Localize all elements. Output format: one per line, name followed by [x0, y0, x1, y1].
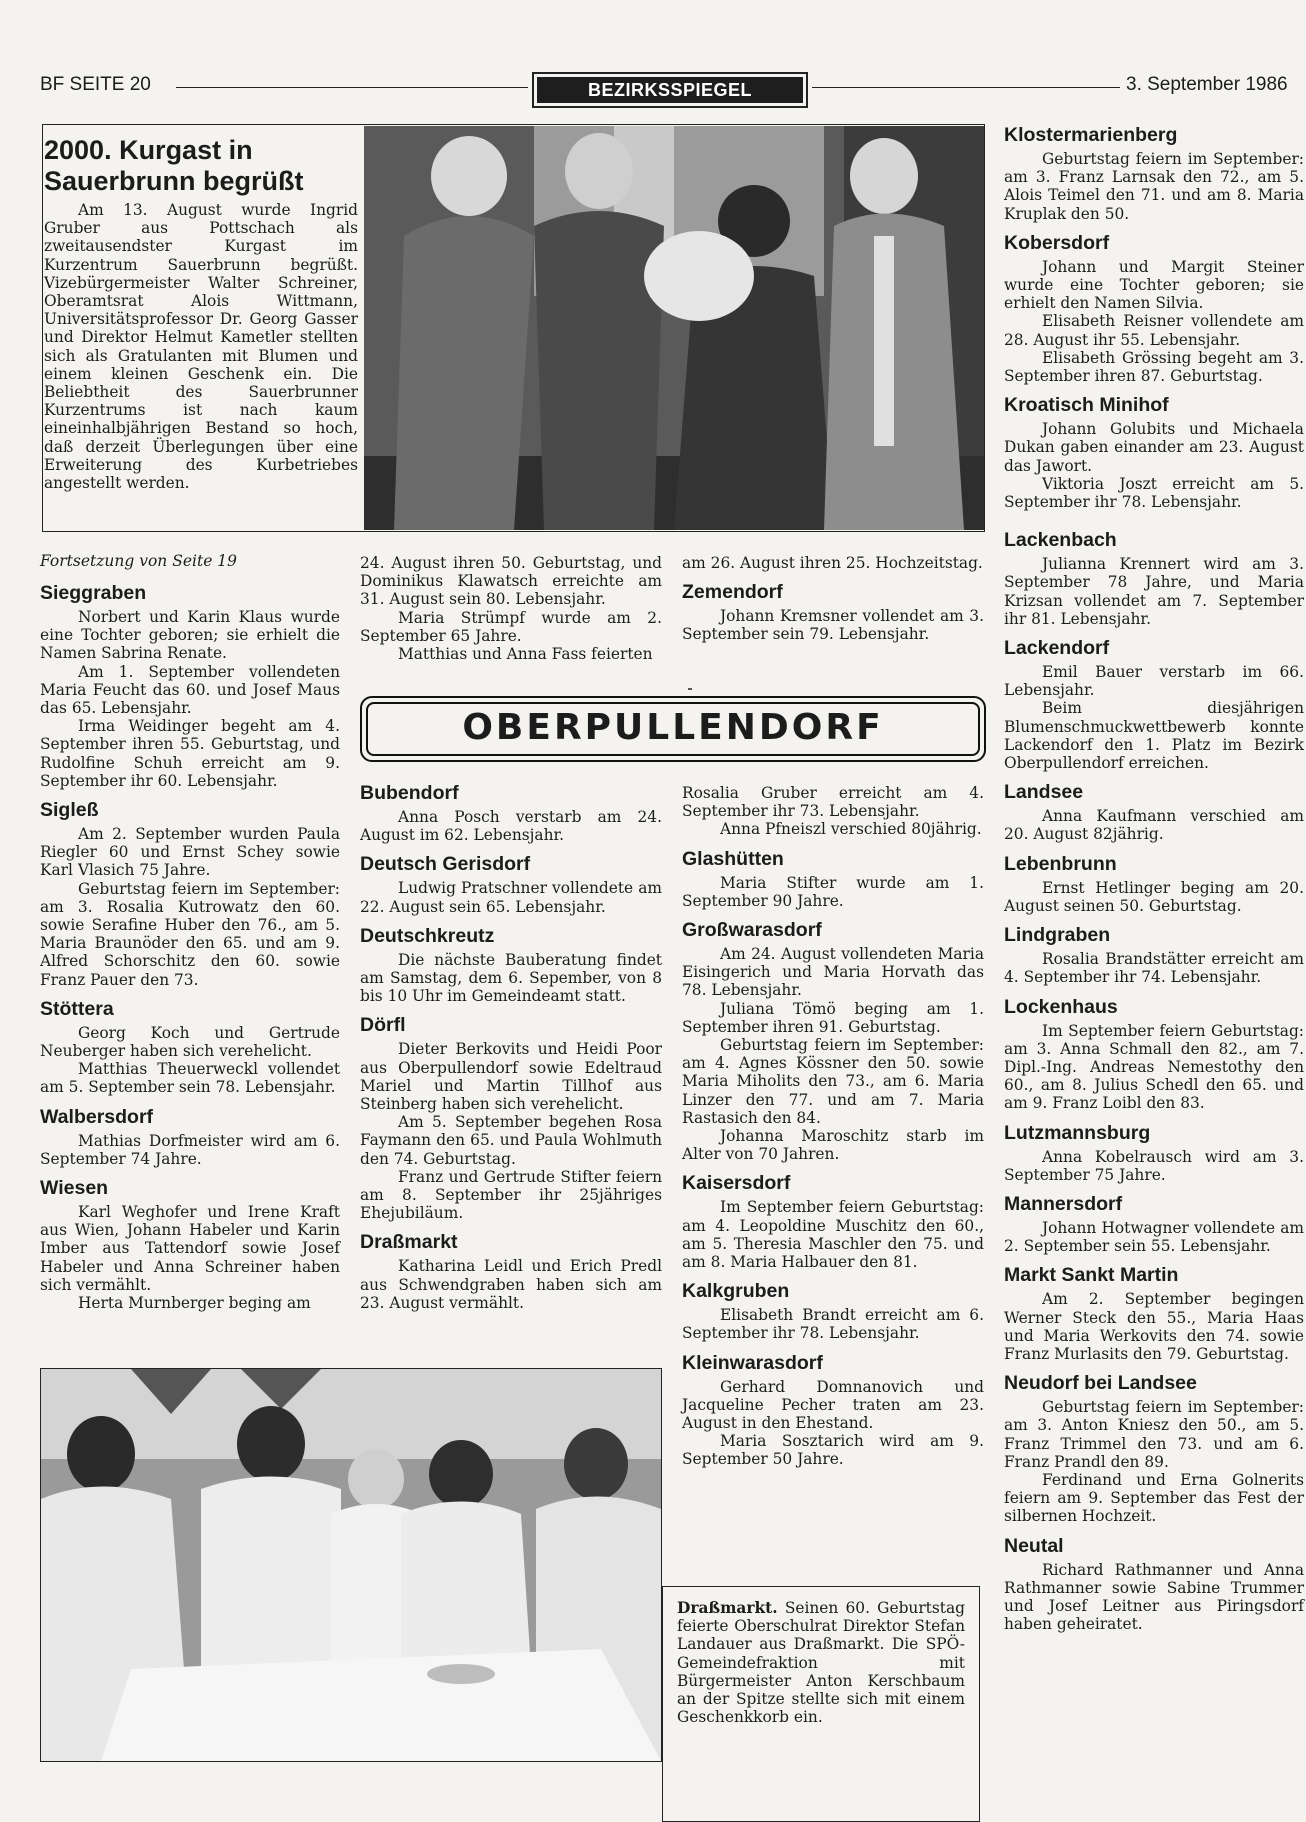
photo-kurgast [364, 126, 984, 530]
news-paragraph: Elisabeth Grössing begeht am 3. September ihren 87. Geburtstag. [1004, 348, 1304, 386]
news-paragraph: Julianna Krennert wird am 3. September 78 Jahre, und Maria Krizsan vollendet am 7. September ihr 81. Lebensjahr. [1004, 555, 1304, 628]
region-banner [360, 696, 986, 762]
news-paragraph: 24. August ihren 50. Geburtstag, und Dominikus Klawatsch erreichte am 31. August sein 80. Lebensjahr. [360, 554, 662, 609]
column-2 [360, 782, 662, 1312]
news-paragraph: Johanna Maroschitz starb im Alter von 70 Jahren. [682, 1127, 984, 1164]
place-heading: Lackendorf [1004, 637, 1110, 660]
section-label: BEZIRKSSPIEGEL [537, 77, 803, 103]
column-3-top [682, 554, 984, 644]
place-heading: Lockenhaus [1004, 995, 1118, 1018]
news-paragraph: Geburtstag feiern im September: am 4. Agnes Kössner den 50. sowie Maria Miholits den 73., am 6. Maria Linzer den 77. und am 7. Maria Rastasich den 84. [682, 1036, 984, 1127]
print-speck [688, 688, 692, 690]
photo-drassmarkt [40, 1368, 662, 1762]
caption-place: Draßmarkt. [677, 1599, 778, 1617]
news-paragraph: Anna Posch verstarb am 24. August im 62. Lebensjahr. [360, 808, 662, 845]
place-heading: Glashütten [682, 847, 784, 870]
continuation-note: Fortsetzung von Seite 19 [40, 552, 238, 570]
place-heading: Sieggraben [40, 582, 147, 604]
photo-kurgast-image [364, 126, 984, 530]
news-paragraph: Am 1. September vollendeten Maria Feucht das 60. und Josef Maus das 65. Lebensjahr. [40, 662, 340, 718]
news-paragraph: Mathias Dorfmeister wird am 6. September 74 Jahre. [40, 1131, 340, 1168]
news-paragraph: Matthias und Anna Fass feierten [398, 645, 653, 664]
news-paragraph: Johann Hotwagner vollendete am 2. September sein 55. Lebensjahr. [1004, 1218, 1304, 1256]
column-2-top [360, 554, 662, 663]
place-heading: Dörfl [360, 1014, 406, 1037]
news-paragraph: am 26. August ihren 25. Hochzeitstag. [682, 554, 983, 572]
place-heading: Kleinwarasdorf [682, 1351, 823, 1374]
place-heading: Lebenbrunn [1004, 852, 1117, 875]
news-paragraph: Viktoria Joszt erreicht am 5. September ihr 78. Lebensjahr. [1004, 474, 1304, 512]
news-paragraph: Herta Murnberger beging am [78, 1294, 311, 1313]
place-heading: Landsee [1004, 781, 1084, 804]
place-heading: Klostermarienberg [1004, 124, 1178, 146]
news-paragraph: Anna Kobelrausch wird am 3. September 75 Jahre. [1004, 1147, 1304, 1184]
news-paragraph: Juliana Tömö beging am 1. September ihren 91. Geburtstag. [682, 999, 984, 1036]
place-heading: Bubendorf [360, 782, 459, 804]
news-paragraph: Katharina Leidl und Erich Predl aus Schwendgraben haben sich am 23. August vermählt. [360, 1257, 662, 1312]
news-paragraph: Johann Kremsner vollendet am 3. September sein 79. Lebensjahr. [682, 607, 984, 644]
news-paragraph: Dieter Berkovits und Heidi Poor aus Oberpullendorf sowie Edeltraud Mariel und Martin Tillhof aus Steinberg haben sich verehelicht. [360, 1040, 662, 1114]
news-paragraph: Franz und Gertrude Stifter feiern am 8. September ihr 25jähriges Ehejubiläum. [360, 1167, 662, 1223]
region-banner-title: OBERPULLENDORF [366, 702, 980, 756]
news-paragraph: Johann und Margit Steiner wurde eine Tochter geboren; sie erhielt den Namen Silvia. [1004, 257, 1304, 313]
column-1 [40, 582, 340, 1312]
place-heading: Lutzmannsburg [1004, 1121, 1151, 1144]
news-paragraph: Elisabeth Brandt erreicht am 6. September ihr 78. Lebensjahr. [682, 1306, 984, 1343]
news-paragraph: Rosalia Gruber erreicht am 4. September ihr 73. Lebensjahr. [682, 784, 984, 821]
place-heading: Kroatisch Minihof [1004, 394, 1169, 417]
place-heading: Neudorf bei Landsee [1004, 1372, 1197, 1395]
news-paragraph: Maria Strümpf wurde am 2. September 65 Jahre. [360, 608, 662, 645]
place-heading: Großwarasdorf [682, 919, 822, 942]
page-date: 3. September 1986 [1126, 74, 1288, 95]
news-paragraph: Georg Koch und Gertrude Neuberger haben sich verehelicht. [40, 1023, 340, 1061]
page-label: BF SEITE 20 [40, 74, 151, 95]
news-paragraph: Geburtstag feiern im September: am 3. Rosalia Kutrowatz den 60. sowie Serafine Huber den 76., am 5. Maria Braunöder den 65. und am 9. Alfred Schorschitz den 60. sowie Franz Pauer den 73. [40, 879, 340, 989]
news-paragraph: Ludwig Pratschner vollendete am 22. August sein 65. Lebensjahr. [360, 879, 662, 916]
news-paragraph: Die nächste Bauberatung findet am Samstag, dem 6. Sepember, von 8 bis 10 Uhr im Gemeindeamt statt. [360, 950, 662, 1006]
news-paragraph: Anna Pfneiszl verschied 80jährig. [720, 820, 982, 839]
column-3 [682, 784, 984, 1469]
news-paragraph: Emil Bauer verstarb im 66. Lebensjahr. [1004, 663, 1304, 700]
place-heading: Deutschkreutz [360, 924, 495, 947]
place-heading: Walbersdorf [40, 1105, 154, 1128]
place-heading: Mannersdorf [1004, 1192, 1123, 1215]
news-paragraph: Matthias Theuerweckl vollendet am 5. September sein 78. Lebensjahr. [40, 1060, 340, 1097]
header-rule-left [176, 87, 528, 88]
news-paragraph: Ernst Hetlinger beging am 20. August seinen 50. Geburtstag. [1004, 878, 1304, 915]
news-paragraph: Johann Golubits und Michaela Dukan gaben einander am 23. August das Jawort. [1004, 420, 1304, 475]
news-paragraph: Norbert und Karin Klaus wurde eine Tochter geboren; sie erhielt die Namen Sabrina Renate. [40, 608, 340, 663]
news-paragraph: Richard Rathmanner und Anna Rathmanner sowie Sabine Trummer und Josef Leitner aus Piringsdorf haben geheiratet. [1004, 1560, 1304, 1634]
place-heading: Stöttera [40, 997, 114, 1020]
news-paragraph: Karl Weghofer und Irene Kraft aus Wien, Johann Habeler und Karin Imber aus Tattendorf sowie Josef Habeler und Anna Schreiner haben sich vermählt. [40, 1203, 340, 1294]
news-paragraph: Gerhard Domnanovich und Jacqueline Pecher traten am 23. August in den Ehestand. [682, 1377, 984, 1433]
header-rule-right [812, 87, 1120, 88]
news-paragraph: Anna Kaufmann verschied am 20. August 82jährig. [1004, 807, 1304, 844]
top-story-headline: 2000. Kurgast in Sauerbrunn begrüßt [44, 135, 304, 196]
place-heading: Lackenbach [1004, 529, 1117, 552]
news-paragraph: Maria Stifter wurde am 1. September 90 Jahre. [682, 873, 984, 910]
section-label-box [532, 72, 808, 108]
place-heading: Kaisersdorf [682, 1172, 791, 1195]
column-4 [1004, 124, 1304, 1633]
news-paragraph: Geburtstag feiern im September: am 3. Franz Larnsak den 72., am 5. Alois Teimel den 71. und am 8. Maria Kruplak den 50. [1004, 150, 1304, 223]
news-paragraph: Am 24. August vollendeten Maria Eisingerich und Maria Horvath das 78. Lebensjahr. [682, 945, 984, 1000]
news-paragraph: Im September feiern Geburtstag: am 3. Anna Schmall den 82., am 7. Dipl.-Ing. Andreas Nemestothy den 60., am 8. Julius Schedl den 65. und am 9. Franz Loibl den 83. [1004, 1021, 1304, 1113]
news-paragraph: Ferdinand und Erna Golnerits feiern am 9. September das Fest der silbernen Hochzeit. [1004, 1470, 1304, 1526]
place-heading: Kalkgruben [682, 1280, 790, 1303]
place-heading: Markt Sankt Martin [1004, 1264, 1179, 1287]
photo-caption [662, 1586, 980, 1822]
top-story [44, 135, 358, 492]
news-paragraph: Am 2. September wurden Paula Riegler 60 und Ernst Schey sowie Karl Vlasich 75 Jahre. [40, 825, 340, 880]
place-heading: Kobersdorf [1004, 231, 1110, 254]
place-heading: Lindgraben [1004, 924, 1111, 947]
news-paragraph: Am 5. September begehen Rosa Faymann den 65. und Paula Wohlmuth den 74. Geburtstag. [360, 1113, 662, 1168]
photo-drassmarkt-image [41, 1369, 661, 1761]
place-heading: Neutal [1004, 1534, 1064, 1557]
news-paragraph: Am 2. September begingen Werner Steck den 55., Maria Haas und Maria Werkovits den 74. sowie Franz Murlasits den 79. Geburtstag. [1004, 1290, 1304, 1363]
news-paragraph: Maria Sosztarich wird am 9. September 50 Jahre. [682, 1432, 984, 1469]
place-heading: Zemendorf [682, 581, 783, 604]
place-heading: Sigleß [40, 799, 99, 822]
news-paragraph: Beim diesjährigen Blumenschmuckwettbewerb konnte Lackendorf den 1. Platz im Bezirk Oberpullendorf erreichen. [1004, 699, 1304, 773]
caption-text: Seinen 60. Geburtstag feierte Oberschulrat Direktor Stefan Landauer aus Draßmarkt. Die SPÖ-Gemeindefraktion mit Bürgermeister Anton Kerschbaum an der Spitze stellte sich mit einem Geschenkkorb ein. [677, 1599, 965, 1727]
news-paragraph: Im September feiern Geburtstag: am 4. Leopoldine Muschitz den 60., am 5. Theresia Maschler den 75. und am 8. Maria Halbauer den 81. [682, 1198, 984, 1272]
news-paragraph: Elisabeth Reisner vollendete am 28. August ihr 55. Lebensjahr. [1004, 312, 1304, 349]
place-heading: Deutsch Gerisdorf [360, 853, 531, 876]
news-paragraph: Geburtstag feiern im September: am 3. Anton Kniesz den 50., am 5. Franz Trimmel den 73. und am 6. Franz Prandl den 89. [1004, 1398, 1304, 1471]
news-paragraph: Rosalia Brandstätter erreicht am 4. September ihr 74. Lebensjahr. [1004, 950, 1304, 987]
place-heading: Wiesen [40, 1177, 109, 1200]
place-heading: Draßmarkt [360, 1231, 458, 1254]
top-story-text: Am 13. August wurde Ingrid Gruber aus Pottschach als zweitausendster Kurgast im Kurzentrum Sauerbrunn begrüßt. Vizebürgermeister Walter Schreiner, Oberamtsrat Alois Wittmann, Universitätsprofessor Dr. Georg Gasser und Direktor Helmut Kametler stellten sich als Gratulanten mit Blumen und einem kleinen Geschenk ein. Die Beliebtheit des Sauerbrunner Kurzentrums ist nach kaum eineinhalbjährigen Bestand so hoch, daß derzeit Überlegungen über eine Erweiterung des Kurbetriebes angestellt werden. [44, 201, 358, 493]
news-paragraph: Irma Weidinger begeht am 4. September ihren 55. Geburtstag, und Rudolfine Schuh erreicht am 9. September ihr 60. Lebensjahr. [40, 717, 340, 790]
